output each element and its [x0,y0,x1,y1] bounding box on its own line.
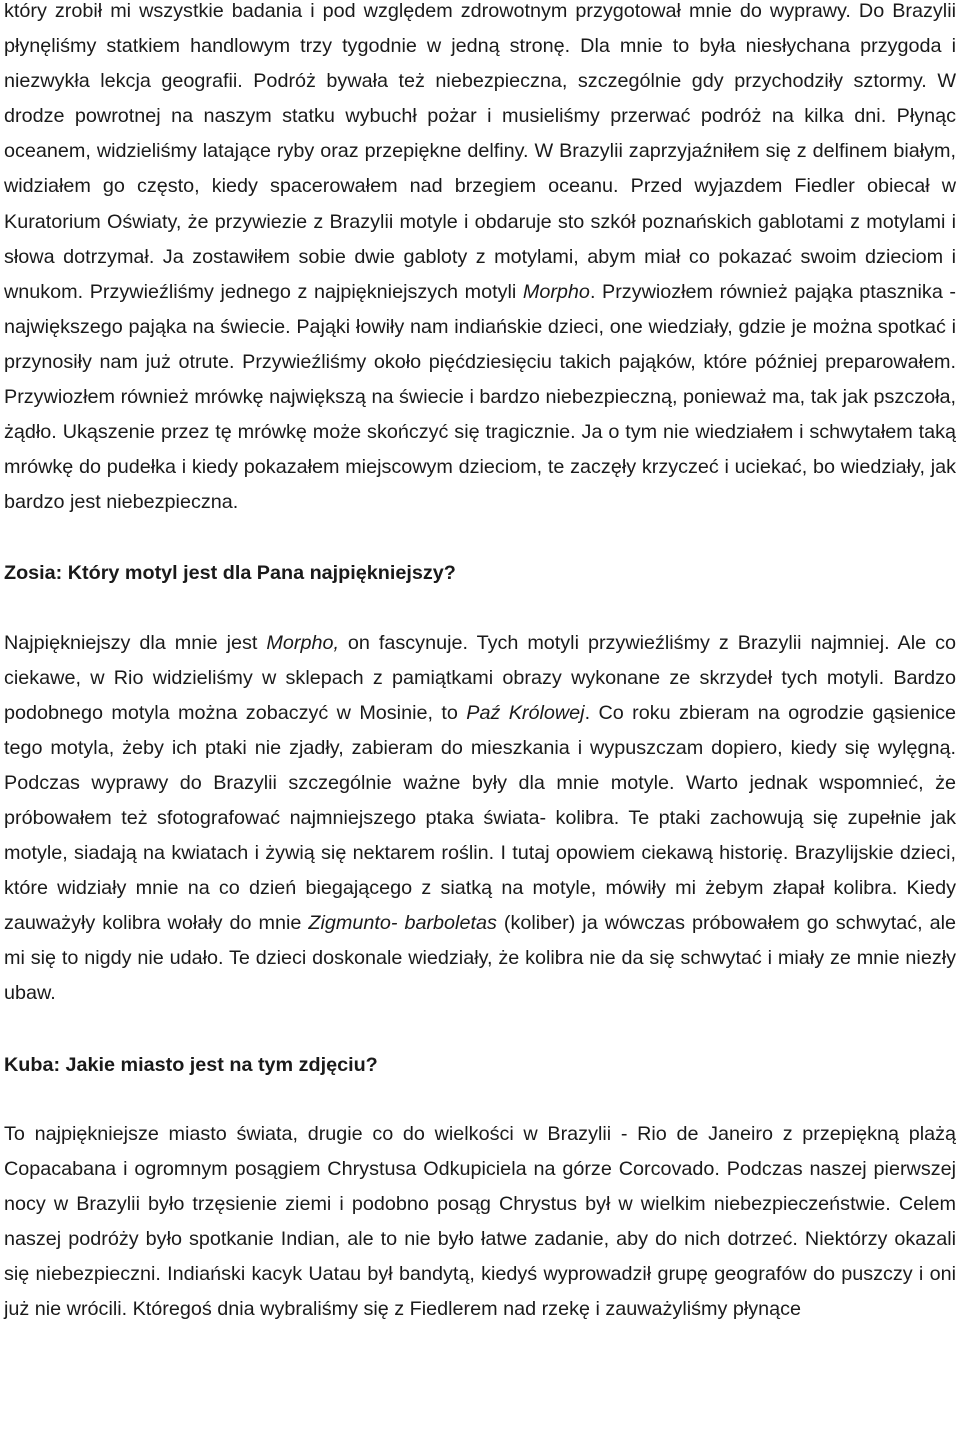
paragraph-text: . Co roku zbieram na ogrodzie gąsienice tego motyla, żeby ich ptaki nie zjadły, zabieram do mieszkania i wypuszczam dopiero, kiedy się wylęgną. Podczas wyprawy do Brazylii szczególnie ważne były dla mnie motyle. Warto jednak wspomnieć, że próbowałem też sfotografować najmniejszego ptaka świata- kolibra. Te ptaki zachowują się zupełnie jak motyle, siadają na kwiatach i żywią się nektarem roślin. I tutaj opowiem ciekawą historię. Brazylijskie dzieci, które widziały mnie na co dzień biegającego z siatką na motyle, mówiły mi żebym złapał kolibra. Kiedy zauważyły kolibra wołały do mnie [4,701,956,935]
italic-local-term: Zigmunto- barboletas [308,912,497,935]
answer-paragraph-rio [4,1117,956,1328]
paragraph-text: . Przywiozłem również pająka ptasznika - największego pająka na świecie. Pająki łowiły nam indiańskie dzieci, one wiedziały, gdzie je można spotkać i przynosiły nam już otrute. Przywieźliśmy około pięćdziesięciu takich pająków, które później preparowałem. Przywiozłem również mrówkę największą na świecie i bardzo niebezpieczną, ponieważ ma, tak jak pszczoła, żądło. Ukąszenie przez tę mrówkę może skończyć się tragicznie. Ja o tym nie wiedziałem i schwytałem taką mrówkę do pudełka i kiedy pokazałem miejscowym dzieciom, te zaczęły krzyczeć i uciekać, bo wiedziały, jak bardzo jest niebezpieczna. [4,280,956,514]
paragraph-text: (koliber) ja wówczas próbowałem go schwytać, ale mi się to nigdy nie udało. Te dzieci doskonale wiedziały, że kolibra nie da się schwytać i miały ze mnie niezły ubaw. [4,912,956,1005]
italic-species-name: Morpho [522,280,590,303]
paragraph-text: Najpiękniejszy dla mnie jest [4,631,267,654]
paragraph-text: on fascynuje. Tych motyli przywieźliśmy z Brazylii najmniej. Ale co ciekawe, w Rio widzieliśmy w sklepach z pamiątkami obrazy wykonane ze skrzydeł tych motyli. Bardzo podobnego motyla można zobaczyć w Mosinie, to [4,631,956,724]
paragraph-text: To najpiękniejsze miasto świata, drugie co do wielkości w Brazylii - Rio de Janeiro z przepiękną plażą Copacabana i ogromnym posągiem Chrystusa Odkupiciela na górze Corcovado. Podczas naszej pierwszej nocy w Brazylii było trzęsienie ziemi i podobno posąg Chrystus był w wielkim niebezpieczeństwie. Celem naszej podróży było spotkanie Indian, ale to nie było łatwe zadanie, aby do nich dotrzeć. Niektórzy okazali się niebezpieczni. Indiański kacyk Uatau był bandytą, kiedyś wyprowadził grupę geografów do puszczy i oni już nie wrócili. Któregoś dnia wybraliśmy się z Fiedlerem nad rzekę i zauważyliśmy płynące [4,1122,956,1321]
interview-question-zosia: Zosia: Który motyl jest dla Pana najpiękniejszy? [4,562,456,585]
paragraph-text: który zrobił mi wszystkie badania i pod względem zdrowotnym przygotował mnie do wyprawy. Do Brazylii płynęliśmy statkiem handlowym trzy tygodnie w jedną stronę. Dla mnie to była niesłychana przygoda i niezwykła lekcja geografii. Podróż bywała też niebezpieczna, szczególnie gdy przychodziły sztormy. W drodze powrotnej na naszym statku wybuchł pożar i musieliśmy przerwać podróż na kilka dni. Płynąc oceanem, widzieliśmy latające ryby oraz przepiękne delfiny. W Brazylii zaprzyjaźniłem się z delfinem białym, widziałem go często, kiedy spacerowałem nad brzegiem oceanu. Przed wyjazdem Fiedler obiecał w Kuratorium Oświaty, że przywiezie z Brazylii motyle i obdaruje sto szkół poznańskich gablotami z motylami i słowa dotrzymał. Ja zostawiłem sobie dwie gabloty z motylami, abym miał co pokazać swoim dzieciom i wnukom. Przywieźliśmy jednego z najpiękniejszych motyli [4,0,956,303]
body-paragraph-expedition [4,0,956,520]
italic-species-name: Paź Królowej [466,701,585,724]
italic-species-name: Morpho, [266,631,339,654]
interview-question-kuba: Kuba: Jakie miasto jest na tym zdjęciu? [4,1053,378,1076]
answer-paragraph-butterflies [4,626,956,1012]
